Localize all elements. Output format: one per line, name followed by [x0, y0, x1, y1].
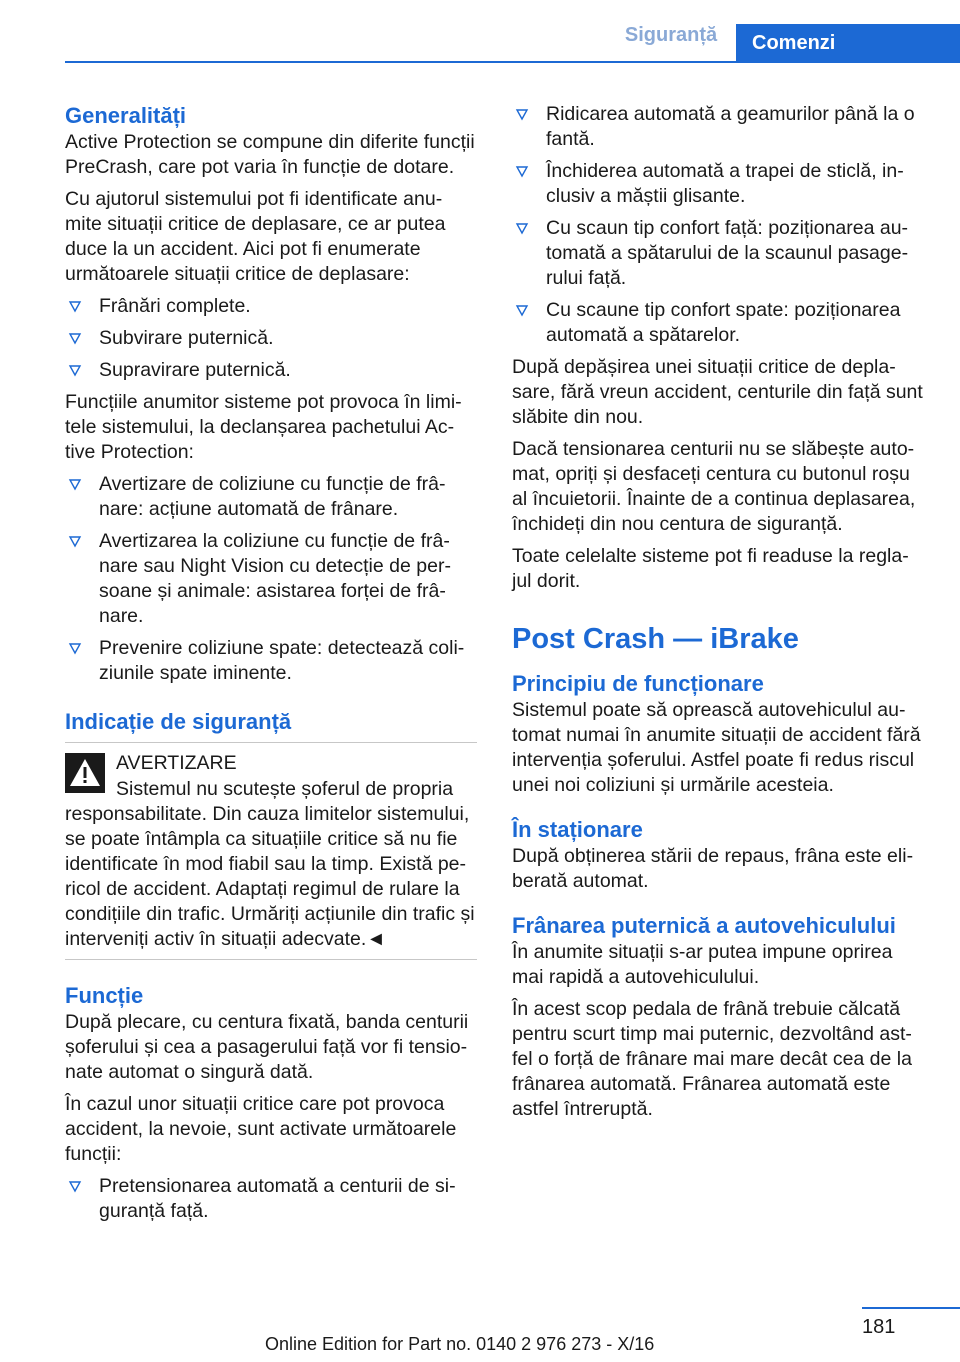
list-item: [65, 294, 477, 319]
warning-triangle-icon: [65, 753, 105, 793]
page-number: 181: [862, 1316, 896, 1338]
bullet-triangle-icon: [515, 221, 529, 235]
list-critical-situations: [65, 294, 477, 383]
footer-edition: Online Edition for Part no. 0140 2 976 273 - X/16: [265, 1334, 655, 1354]
bullet-triangle-icon: [68, 363, 82, 377]
bullet-triangle-icon: [515, 164, 529, 178]
paragraph: În cazul unor situații critice care pot provoca accident, la nevoie, sunt activate următoarele funcții:: [65, 1093, 457, 1165]
heading-functie: Funcție: [65, 983, 144, 1008]
header-rule: [65, 61, 960, 63]
paragraph: Cu ajutorul sistemului pot fi identificate anu-mite situații critice de deplasare, ce ar putea duce la un accident. Aici pot fi enumerate următoarele situații critice de deplasare:: [65, 188, 446, 285]
list-item-text: Cu scaune tip confort spate: poziționarea automată a spătarelor.: [546, 299, 901, 346]
list-item: [65, 1174, 477, 1224]
warning-title: AVERTIZARE: [116, 752, 237, 774]
list-item-text: Supravirare puternică.: [99, 359, 291, 381]
right-column: [512, 102, 927, 1129]
list-item: [512, 159, 927, 209]
paragraph: Toate celelalte sisteme pot fi readuse la regla-jul dorit.: [512, 545, 909, 592]
bullet-triangle-icon: [515, 303, 529, 317]
bullet-triangle-icon: [68, 331, 82, 345]
list-activated-functions-cont: [512, 102, 927, 348]
left-column: [65, 102, 477, 1231]
bullet-triangle-icon: [68, 641, 82, 655]
footer-rule: [862, 1307, 960, 1309]
divider: [65, 959, 477, 960]
list-item-text: Pretensionarea automată a centurii de si-guranță față.: [99, 1175, 456, 1222]
list-item-text: Ridicarea automată a geamurilor până la o fantă.: [546, 103, 915, 150]
paragraph: Funcțiile anumitor sisteme pot provoca în limi-tele sistemului, la declanșarea pachetului Ac-tive Protection:: [65, 391, 462, 463]
paragraph: În anumite situații s-ar putea impune oprirea mai rapidă a autovehiculului.: [512, 941, 893, 988]
list-item-text: Avertizarea la coliziune cu funcție de frâ-nare sau Night Vision cu detecție de per-soane și animale: asistarea forței de frâ-nare.: [99, 530, 451, 627]
paragraph: După obținerea stării de repaus, frâna este eli-berată automat.: [512, 845, 914, 892]
heading-franarea: Frânarea puternică a autovehiculului: [512, 913, 896, 938]
list-item-text: Subvirare puternică.: [99, 327, 274, 349]
paragraph: În acest scop pedala de frână trebuie călcată pentru scurt timp mai puternic, dezvoltând ast-fel o forță de frânare mai mare decât cea de la frânarea automată. Frânarea automată este astfel întreruptă.: [512, 998, 912, 1120]
divider: [65, 742, 477, 743]
list-item: [512, 298, 927, 348]
list-item: [65, 472, 477, 522]
paragraph: După plecare, cu centura fixată, banda centurii șoferului și cea a pasagerului față vor fi tensio-nate automat o singură dată.: [65, 1011, 469, 1083]
bullet-triangle-icon: [68, 299, 82, 313]
list-item: [65, 529, 477, 629]
list-item: [512, 102, 927, 152]
list-system-functions: [65, 472, 477, 686]
list-item-text: Avertizare de coliziune cu funcție de frâ-nare: acțiune automată de frânare.: [99, 473, 446, 520]
list-item: [65, 326, 477, 351]
list-item: [512, 216, 927, 291]
list-item-text: Prevenire coliziune spate: detectează coli-ziunile spate iminente.: [99, 637, 465, 684]
bullet-triangle-icon: [515, 107, 529, 121]
heading-generalitati: Generalități: [65, 103, 187, 128]
heading-post-crash: Post Crash — iBrake: [512, 623, 799, 655]
bullet-triangle-icon: [68, 1179, 82, 1193]
paragraph: Active Protection se compune din diferite funcții PreCrash, care pot varia în funcție de dotare.: [65, 131, 475, 178]
list-item-text: Frânări complete.: [99, 295, 251, 317]
list-item: [65, 636, 477, 686]
heading-indicatie: Indicație de siguranță: [65, 709, 292, 734]
list-item: [65, 358, 477, 383]
tab-comenzi[interactable]: Comenzi: [736, 24, 960, 61]
bullet-triangle-icon: [68, 477, 82, 491]
list-item-text: Închiderea automată a trapei de sticlă, in-clusiv a măștii glisante.: [546, 160, 904, 207]
heading-principiu: Principiu de funcționare: [512, 671, 764, 696]
heading-stationare: În staționare: [512, 817, 643, 842]
paragraph: După depășirea unei situații critice de depla-sare, fără vreun accident, centurile din față sunt slăbite din nou.: [512, 356, 923, 428]
tab-siguranta[interactable]: Siguranță: [624, 24, 718, 46]
warning-text: Sistemul nu scutește șoferul de propria responsabilitate. Din cauza limitelor sistemului, se poate întâmpla ca situațiile critice să nu fie identificate în mod fiabil sau la timp. Există pe-ricol de accident. Adaptați regimul de rulare la condițiile din trafic. Urmăriți acțiunile din trafic și interveniți activ în situații adecvate.◄: [65, 778, 475, 950]
paragraph: Dacă tensionarea centurii nu se slăbește auto-mat, opriți și desfaceți centura cu butonul roșu al încuietorii. Înainte de a continua deplasarea, închideți din nou centura de siguranță.: [512, 438, 916, 535]
list-item-text: Cu scaun tip confort față: poziționarea au-tomată a spătarului de la scaunul pasage-rului față.: [546, 217, 909, 289]
warning-block: [65, 751, 477, 799]
list-activated-functions: [65, 1174, 477, 1224]
bullet-triangle-icon: [68, 534, 82, 548]
paragraph: Sistemul poate să oprească autovehiculul au-tomat numai în anumite situații de accident fără intervenția șoferului. Astfel poate fi redus riscul unei noi coliziuni și urmările acesteia.: [512, 699, 921, 796]
